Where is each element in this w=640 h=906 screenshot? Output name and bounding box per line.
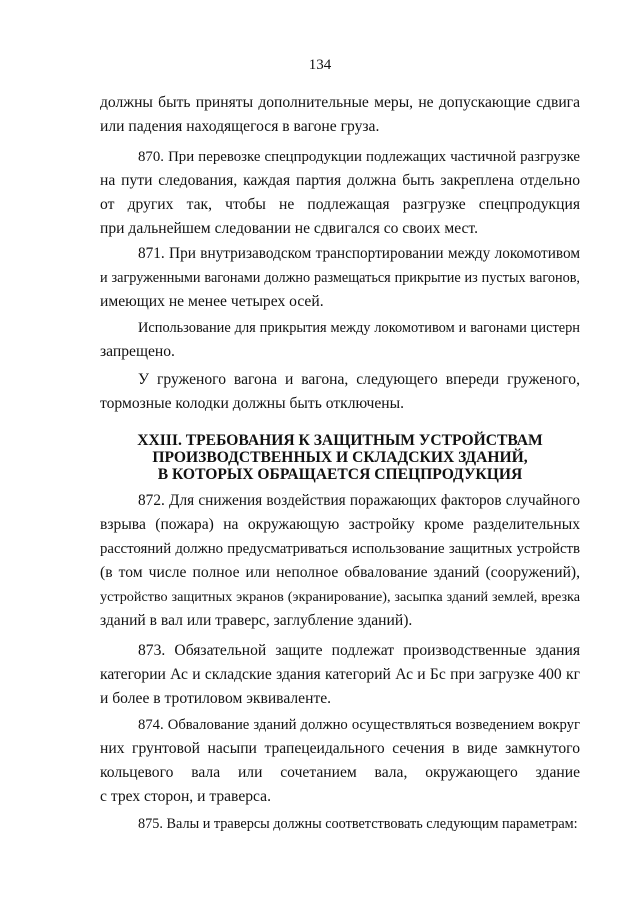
text-line: от других так, чтобы не подлежащая разгрузке спецпродукция: [100, 196, 580, 213]
paragraph-873: [100, 639, 580, 711]
text-line: запрещено.: [100, 343, 175, 360]
text-line: должны быть приняты дополнительные меры, не допускающие сдвига: [100, 94, 580, 111]
paragraph-871: [100, 242, 580, 314]
paragraph-usage: [100, 316, 580, 364]
text-line: (в том числе полное или неполное обвалование зданий (сооружений),: [100, 564, 580, 581]
paragraph-875: [100, 812, 580, 836]
text-line: кольцевого вала или сочетанием вала, окружающего здание: [100, 764, 580, 781]
section-heading: [100, 432, 580, 483]
text-line: на пути следования, каждая партия должна быть закреплена отдельно: [100, 172, 580, 189]
text-line: и более в тротиловом эквиваленте.: [100, 690, 332, 707]
text-line: имеющих не менее четырех осей.: [100, 293, 324, 310]
text-line: 875. Валы и траверсы должны соответствовать следующим параметрам:: [138, 816, 578, 832]
text-line: 874. Обвалование зданий должно осуществляться возведением вокруг: [138, 717, 580, 733]
text-line: категории Ас и складские здания категорий Ас и Бс при загрузке 400 кг: [100, 666, 580, 683]
heading-line: ПРОИЗВОДСТВЕННЫХ И СКЛАДСКИХ ЗДАНИЙ,: [152, 449, 528, 466]
text-line: устройство защитных экранов (экранирование), засыпка зданий землей, врезка: [100, 589, 580, 605]
heading-line: В КОТОРЫХ ОБРАЩАЕТСЯ СПЕЦПРОДУКЦИЯ: [157, 466, 523, 483]
text-line: них грунтовой насыпи трапецеидального сечения в виде замкнутого: [100, 740, 580, 757]
text-line: 870. При перевозке спецпродукции подлежащих частичной разгрузке: [138, 149, 580, 165]
paragraph-874: [100, 713, 580, 809]
paragraph-872: [100, 489, 580, 633]
heading-line: XXIII. ТРЕБОВАНИЯ К ЗАЩИТНЫМ УСТРОЙСТВАМ: [137, 432, 543, 449]
text-line: Использование для прикрытия между локомотивом и вагонами цистерн: [138, 320, 580, 336]
text-line: 871. При внутризаводском транспортировании между локомотивом: [138, 245, 580, 262]
paragraph-brakes: [100, 368, 580, 416]
text-line: зданий в вал или траверс, заглубление зданий).: [100, 612, 413, 629]
text-line: тормозные колодки должны быть отключены.: [100, 395, 405, 412]
text-line: расстояний должно предусматриваться использование защитных устройств: [100, 541, 580, 557]
paragraph-continuation: [100, 91, 580, 139]
text-line: при дальнейшем следовании не сдвигался со своих мест.: [100, 220, 478, 237]
paragraph-870: [100, 145, 580, 241]
text-line: с трех сторон, и траверса.: [100, 788, 271, 805]
text-line: 872. Для снижения воздействия поражающих факторов случайного: [138, 492, 580, 509]
text-line: или падения находящегося в вагоне груза.: [100, 118, 380, 135]
text-line: У груженого вагона и вагона, следующего впереди груженого,: [138, 371, 580, 388]
text-line: 873. Обязательной защите подлежат производственные здания: [138, 642, 580, 659]
text-line: взрыва (пожара) на окружающую застройку кроме разделительных: [100, 516, 580, 533]
text-line: и загруженными вагонами должно размещаться прикрытие из пустых вагонов,: [100, 270, 580, 286]
page-number: 134: [308, 57, 332, 73]
